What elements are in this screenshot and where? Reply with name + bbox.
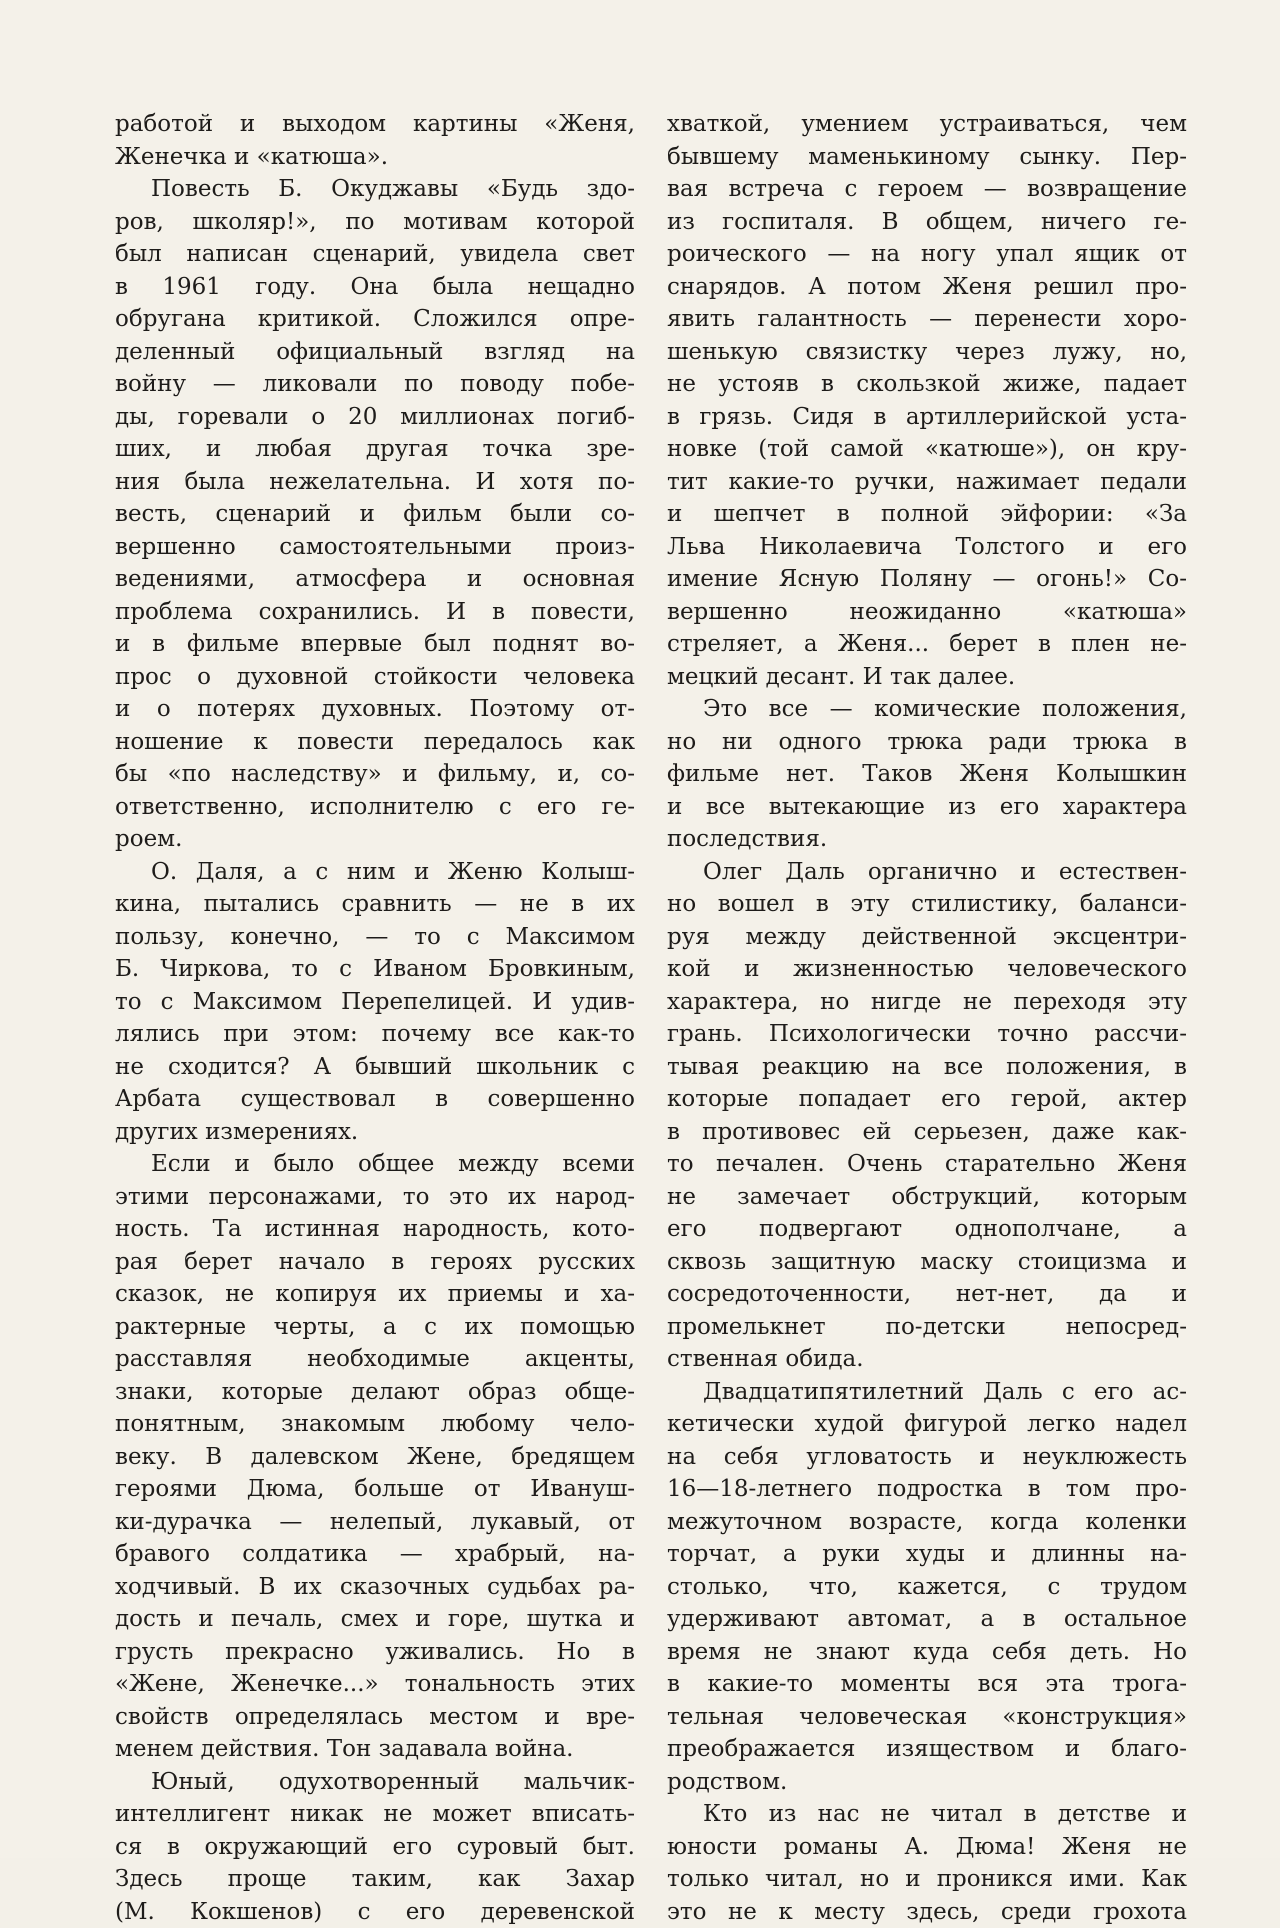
text-line: преображается изяществом и благо- <box>667 1733 1187 1766</box>
text-line: ших, и любая другая точка зре- <box>115 433 635 466</box>
text-line: веку. В далевском Жене, бредящем <box>115 1441 635 1474</box>
text-line: имение Ясную Поляну — огонь!» Со- <box>667 563 1187 596</box>
text-line: столько, что, кажется, с трудом <box>667 1571 1187 1604</box>
text-line: из госпиталя. В общем, ничего ге- <box>667 206 1187 239</box>
text-line: в какие-то моменты вся эта трога- <box>667 1668 1187 1701</box>
text-line: дость и печаль, смех и горе, шутка и <box>115 1603 635 1636</box>
text-line: вершенно самостоятельными произ- <box>115 531 635 564</box>
text-line: то с Максимом Перепелицей. И удив- <box>115 986 635 1019</box>
text-line: вая встреча с героем — возвращение <box>667 173 1187 206</box>
text-line: и о потерях духовных. Поэтому от- <box>115 693 635 726</box>
text-line: знаки, которые делают образ обще- <box>115 1376 635 1409</box>
text-line: этими персонажами, то это их народ- <box>115 1181 635 1214</box>
text-line: удерживают автомат, а в остальное <box>667 1603 1187 1636</box>
text-line: ки-дурачка — нелепый, лукавый, от <box>115 1506 635 1539</box>
text-line: последствия. <box>667 823 1187 856</box>
text-line: свойств определялась местом и вре- <box>115 1701 635 1734</box>
text-line: кетически худой фигурой легко надел <box>667 1408 1187 1441</box>
text-line: Олег Даль органично и естествен- <box>667 856 1187 889</box>
text-line: Здесь проще таким, как Захар <box>115 1863 635 1896</box>
text-line: Двадцатипятилетний Даль с его ас- <box>667 1376 1187 1409</box>
text-line: работой и выходом картины «Женя, <box>115 108 635 141</box>
text-line: сосредоточенности, нет-нет, да и <box>667 1278 1187 1311</box>
text-line: только читал, но и проникся ими. Как <box>667 1863 1187 1896</box>
text-line: весть, сценарий и фильм были со- <box>115 498 635 531</box>
text-line: кина, пытались сравнить — не в их <box>115 888 635 921</box>
text-line: войну — ликовали по поводу побе- <box>115 368 635 401</box>
text-line: руя между действенной эксцентри- <box>667 921 1187 954</box>
text-line: грусть прекрасно уживались. Но в <box>115 1636 635 1669</box>
text-line: время не знают куда себя деть. Но <box>667 1636 1187 1669</box>
text-line: других измерениях. <box>115 1116 635 1149</box>
text-line: в противовес ей серьезен, даже как- <box>667 1116 1187 1149</box>
text-line: хваткой, умением устраиваться, чем <box>667 108 1187 141</box>
text-line: но ни одного трюка ради трюка в <box>667 726 1187 759</box>
text-line: Арбата существовал в совершенно <box>115 1083 635 1116</box>
text-line: понятным, знакомым любому чело- <box>115 1408 635 1441</box>
text-line: Женечка и «катюша». <box>115 141 635 174</box>
text-line: то печален. Очень старательно Женя <box>667 1148 1187 1181</box>
text-line: которые попадает его герой, актер <box>667 1083 1187 1116</box>
text-line: рая берет начало в героях русских <box>115 1246 635 1279</box>
text-line: торчат, а руки худы и длинны на- <box>667 1538 1187 1571</box>
text-line: ношение к повести передалось как <box>115 726 635 759</box>
text-line: обругана критикой. Сложился опре- <box>115 303 635 336</box>
text-line: пользу, конечно, — то с Максимом <box>115 921 635 954</box>
text-line: ся в окружающий его суровый быт. <box>115 1831 635 1864</box>
text-line: тывая реакцию на все положения, в <box>667 1051 1187 1084</box>
text-line: расставляя необходимые акценты, <box>115 1343 635 1376</box>
text-line: не устояв в скользкой жиже, падает <box>667 368 1187 401</box>
text-line: рактерные черты, а с их помощью <box>115 1311 635 1344</box>
text-line: был написан сценарий, увидела свет <box>115 238 635 271</box>
text-line: проблема сохранились. И в повести, <box>115 596 635 629</box>
text-line: ния была нежелательна. И хотя по- <box>115 466 635 499</box>
text-line: Если и было общее между всеми <box>115 1148 635 1181</box>
text-line: Юный, одухотворенный мальчик- <box>115 1766 635 1799</box>
text-line: и шепчет в полной эйфории: «За <box>667 498 1187 531</box>
text-line: промелькнет по-детски непосред- <box>667 1311 1187 1344</box>
text-line: менем действия. Тон задавала война. <box>115 1733 635 1766</box>
text-line: это не к месту здесь, среди грохота <box>667 1896 1187 1928</box>
text-line: Льва Николаевича Толстого и его <box>667 531 1187 564</box>
text-line: на себя угловатость и неуклюжесть <box>667 1441 1187 1474</box>
text-line: грань. Психологически точно рассчи- <box>667 1018 1187 1051</box>
text-line: (М. Кокшенов) с его деревенской <box>115 1896 635 1928</box>
text-line: 16—18-летнего подростка в том про- <box>667 1473 1187 1506</box>
text-line: новке (той самой «катюше»), он кру- <box>667 433 1187 466</box>
text-line: лялись при этом: почему все как-то <box>115 1018 635 1051</box>
text-line: мецкий десант. И так далее. <box>667 661 1187 694</box>
text-line: шенькую связистку через лужу, но, <box>667 336 1187 369</box>
text-line: бывшему маменькиному сынку. Пер- <box>667 141 1187 174</box>
text-line: фильме нет. Таков Женя Колышкин <box>667 758 1187 791</box>
text-line: ответственно, исполнителю с его ге- <box>115 791 635 824</box>
text-line: Это все — комические положения, <box>667 693 1187 726</box>
text-line: кой и жизненностью человеческого <box>667 953 1187 986</box>
left-text-column <box>115 108 635 1928</box>
text-line: юности романы А. Дюма! Женя не <box>667 1831 1187 1864</box>
text-line: бы «по наследству» и фильму, и, со- <box>115 758 635 791</box>
text-line: ходчивый. В их сказочных судьбах ра- <box>115 1571 635 1604</box>
text-line: сказок, не копируя их приемы и ха- <box>115 1278 635 1311</box>
text-line: ды, горевали о 20 миллионах погиб- <box>115 401 635 434</box>
text-line: стреляет, а Женя... берет в плен не- <box>667 628 1187 661</box>
text-line: «Жене, Женечке...» тональность этих <box>115 1668 635 1701</box>
text-line: явить галантность — перенести хоро- <box>667 303 1187 336</box>
text-line: вершенно неожиданно «катюша» <box>667 596 1187 629</box>
text-line: не замечает обструкций, которым <box>667 1181 1187 1214</box>
text-line: и в фильме впервые был поднят во- <box>115 628 635 661</box>
right-text-column <box>667 108 1187 1928</box>
text-line: ров, школяр!», по мотивам которой <box>115 206 635 239</box>
text-line: межуточном возрасте, когда коленки <box>667 1506 1187 1539</box>
text-line: интеллигент никак не может вписать- <box>115 1798 635 1831</box>
text-line: прос о духовной стойкости человека <box>115 661 635 694</box>
text-line: Кто из нас не читал в детстве и <box>667 1798 1187 1831</box>
text-line: его подвергают однополчане, а <box>667 1213 1187 1246</box>
text-line: не сходится? А бывший школьник с <box>115 1051 635 1084</box>
text-line: в 1961 году. Она была нещадно <box>115 271 635 304</box>
text-line: бравого солдатика — храбрый, на- <box>115 1538 635 1571</box>
text-line: но вошел в эту стилистику, баланси- <box>667 888 1187 921</box>
text-line: снарядов. А потом Женя решил про- <box>667 271 1187 304</box>
text-line: ственная обида. <box>667 1343 1187 1376</box>
text-line: роем. <box>115 823 635 856</box>
text-line: Б. Чиркова, то с Иваном Бровкиным, <box>115 953 635 986</box>
text-line: и все вытекающие из его характера <box>667 791 1187 824</box>
text-line: тельная человеческая «конструкция» <box>667 1701 1187 1734</box>
text-line: ведениями, атмосфера и основная <box>115 563 635 596</box>
text-line: деленный официальный взгляд на <box>115 336 635 369</box>
text-line: характера, но нигде не переходя эту <box>667 986 1187 1019</box>
text-line: героями Дюма, больше от Ивануш- <box>115 1473 635 1506</box>
text-line: Повесть Б. Окуджавы «Будь здо- <box>115 173 635 206</box>
text-line: О. Даля, а с ним и Женю Колыш- <box>115 856 635 889</box>
text-line: тит какие-то ручки, нажимает педали <box>667 466 1187 499</box>
text-line: в грязь. Сидя в артиллерийской уста- <box>667 401 1187 434</box>
text-line: сквозь защитную маску стоицизма и <box>667 1246 1187 1279</box>
text-line: родством. <box>667 1766 1187 1799</box>
text-line: роического — на ногу упал ящик от <box>667 238 1187 271</box>
text-line: ность. Та истинная народность, кото- <box>115 1213 635 1246</box>
